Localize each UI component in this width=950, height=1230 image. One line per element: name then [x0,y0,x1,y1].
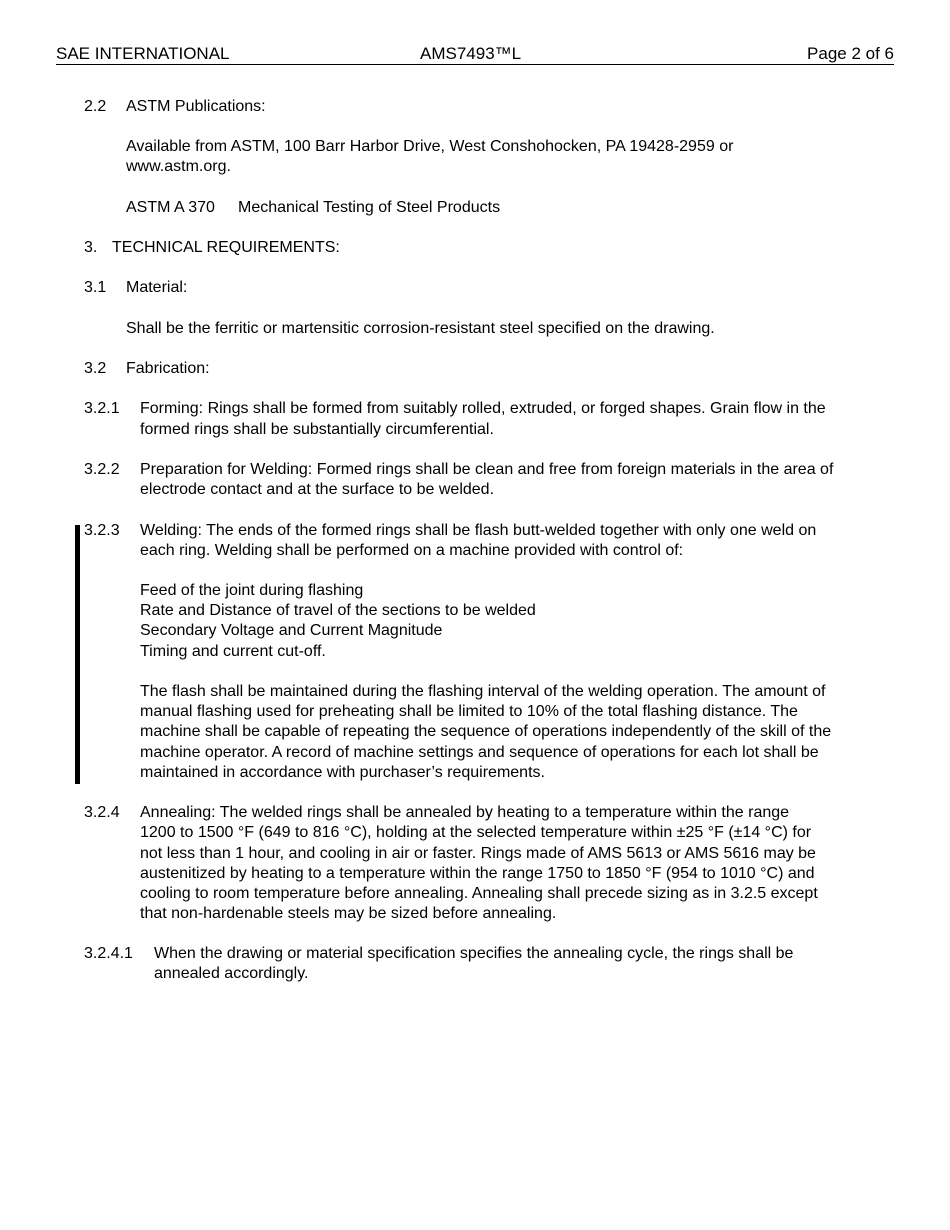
section-number: 3.2.1 [84,400,120,417]
section-body-line: formed rings shall be substantially circumferential. [140,421,494,438]
section-title: ASTM Publications: [126,98,266,115]
section-body-line: each ring. Welding shall be performed on a machine provided with control of: [140,542,684,559]
section-body-line: Forming: Rings shall be formed from suitably rolled, extruded, or forged shapes. Grain flow in the [140,400,826,417]
header-organization: SAE INTERNATIONAL [56,44,230,63]
control-item: Rate and Distance of travel of the sections to be welded [140,602,536,619]
section-body-line: 1200 to 1500 °F (649 to 816 °C), holding at the selected temperature within ±25 °F (±14 °C) for [140,824,812,841]
reference-code: ASTM A 370 [126,199,215,216]
section-body-line: that non-hardenable steels may be sized before annealing. [140,905,557,922]
section-body-line: When the drawing or material specification specifies the annealing cycle, the rings shall be [154,945,794,962]
section-body-line: annealed accordingly. [154,965,309,982]
header-page-number: Page 2 of 6 [807,44,894,63]
section-body-line: maintained in accordance with purchaser’s requirements. [140,764,545,781]
control-item: Timing and current cut-off. [140,643,326,660]
section-number: 3.2.4.1 [84,945,133,962]
control-item: Feed of the joint during flashing [140,582,364,599]
section-body-line: electrode contact and at the surface to be welded. [140,481,495,498]
section-body-line: Annealing: The welded rings shall be annealed by heating to a temperature within the range [140,804,790,821]
section-body-line: Welding: The ends of the formed rings shall be flash butt-welded together with only one weld on [140,522,817,539]
section-body-line: Preparation for Welding: Formed rings shall be clean and free from foreign materials in the area of [140,461,834,478]
section-body-line: The flash shall be maintained during the flashing interval of the welding operation. The amount of [140,683,826,700]
revision-change-bar [75,525,80,784]
astm-availability-line: Available from ASTM, 100 Barr Harbor Drive, West Conshohocken, PA 19428-2959 or [126,138,734,155]
section-body-line: machine operator. A record of machine settings and sequence of operations for each lot shall be [140,744,819,761]
astm-availability-line: www.astm.org. [126,158,231,175]
section-number: 3.2 [84,360,107,377]
section-number: 3.2.4 [84,804,120,821]
section-title: Material: [126,279,188,296]
section-number: 3.2.3 [84,522,120,539]
section-body-line: cooling to room temperature before annealing. Annealing shall precede sizing as in 3.2.5 except [140,885,818,902]
reference-title: Mechanical Testing of Steel Products [238,199,501,216]
section-body: Shall be the ferritic or martensitic corrosion-resistant steel specified on the drawing. [126,320,715,337]
section-body-line: not less than 1 hour, and cooling in air or faster. Rings made of AMS 5613 or AMS 5616 may be [140,845,816,862]
section-number: 2.2 [84,98,107,115]
section-body-line: machine shall be capable of repeating the sequence of operations independently of the skill of the [140,723,832,740]
page-header [56,44,894,65]
section-title: TECHNICAL REQUIREMENTS: [112,239,340,256]
section-number: 3.2.2 [84,461,120,478]
header-document-id: AMS7493™L [420,44,522,63]
section-title: Fabrication: [126,360,210,377]
section-body-line: manual flashing used for preheating shall be limited to 10% of the total flashing distance. The [140,703,798,720]
section-body-line: austenitized by heating to a temperature within the range 1750 to 1850 °F (954 to 1010 °C) and [140,865,815,882]
control-item: Secondary Voltage and Current Magnitude [140,622,443,639]
section-number: 3.1 [84,279,107,296]
section-number: 3. [84,239,98,256]
